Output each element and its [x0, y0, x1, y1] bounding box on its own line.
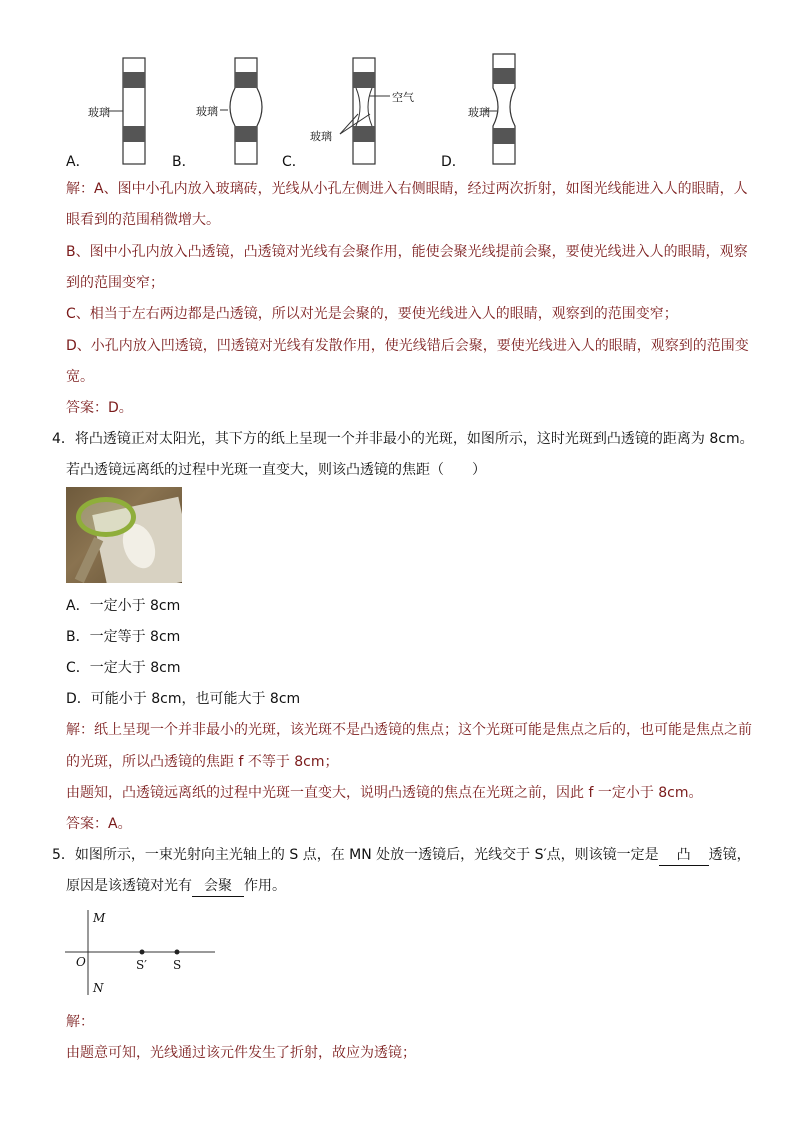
q5-stem-2-post: 作用。	[244, 878, 286, 894]
glass-label-c: 玻璃	[310, 130, 332, 143]
q5-blank-1: 凸	[659, 845, 709, 866]
q5-stem-1	[52, 845, 751, 866]
point-s	[175, 950, 180, 955]
q4-option-b: B．一定等于 8cm	[66, 629, 181, 645]
air-label-c: 空气	[392, 91, 414, 104]
q4-stem-1: 4．将凸透镜正对太阳光，其下方的纸上呈现一个并非最小的光斑，如图所示，这时光斑到凸透镜的距离为 8cm。	[52, 431, 754, 447]
label-o: O	[76, 955, 86, 969]
point-s-prime	[140, 950, 145, 955]
q5-stem-1-post: 透镜，	[708, 847, 751, 863]
q5-blank-2: 会聚	[192, 876, 244, 897]
q4-solution-1: 解：纸上呈现一个并非最小的光斑，该光斑不是凸透镜的焦点；这个光斑可能是焦点之后的，也可能是焦点之前	[66, 722, 752, 738]
label-s: S	[173, 958, 182, 972]
q4-answer: 答案：A。	[66, 816, 132, 832]
label-m: M	[93, 911, 106, 925]
lens-axis-diagram	[60, 905, 230, 1000]
option-label-a: A．	[66, 154, 90, 170]
q5-stem-1-pre: 5．如图所示，一束光射向主光轴上的 S 点，在 MN 处放一透镜后，光线交于 S′点，则该镜一定是	[52, 847, 659, 863]
q5-stem-2	[66, 876, 286, 897]
q3-solution-b-1: B、图中小孔内放入凸透镜，凸透镜对光线有会聚作用，能使会聚光线提前会聚，要使光线进入人的眼睛，观察	[66, 244, 748, 260]
q3-solution-a-2: 眼看到的范围稍微增大。	[66, 212, 220, 228]
q4-stem-2: 若凸透镜远离纸的过程中光斑一直变大，则该凸透镜的焦距（ ）	[66, 462, 486, 478]
option-label-b: B．	[172, 154, 196, 170]
q5-solution-label: 解：	[66, 1014, 94, 1030]
q3-solution-c-1: C、相当于左右两边都是凸透镜，所以对光是会聚的，要使光线进入人的眼睛，观察到的范围变窄；	[66, 306, 678, 322]
glass-label-b: 玻璃	[196, 105, 218, 118]
glass-label-d: 玻璃	[468, 106, 490, 119]
q3-solution-d-2: 宽。	[66, 369, 94, 385]
q3-solution-a-1: 解：A、图中小孔内放入玻璃砖，光线从小孔左侧进入右侧眼睛，经过两次折射，如图光线能进入人的眼睛，人	[66, 181, 748, 197]
q4-solution-2: 的光斑，所以凸透镜的焦距 f 不等于 8cm；	[66, 754, 339, 770]
q3-solution-b-2: 到的范围变窄；	[66, 275, 164, 291]
label-s-prime: S′	[136, 958, 147, 972]
q4-solution-3: 由题知，凸透镜远离纸的过程中光斑一直变大，说明凸透镜的焦点在光斑之前，因此 f 一定小于 8cm。	[66, 785, 703, 801]
figure-b	[220, 58, 262, 164]
q4-option-d: D．可能小于 8cm，也可能大于 8cm	[66, 691, 301, 707]
option-label-c: C．	[282, 154, 306, 170]
label-n: N	[93, 981, 104, 995]
figure-a	[108, 58, 145, 164]
q4-option-c: C．一定大于 8cm	[66, 660, 181, 676]
q4-option-a: A．一定小于 8cm	[66, 598, 181, 614]
q5-solution-1: 由题意可知，光线通过该元件发生了折射，故应为透镜；	[66, 1045, 416, 1061]
option-label-d: D．	[441, 154, 466, 170]
q3-solution-d-1: D、小孔内放入凹透镜，凹透镜对光线有发散作用，使光线错后会聚，要使光线进入人的眼睛，观察到的范围变	[66, 338, 749, 354]
figure-c	[340, 58, 390, 164]
q5-stem-2-pre: 原因是该透镜对光有	[66, 878, 192, 894]
glass-label-a: 玻璃	[88, 106, 110, 119]
magnifier-photo	[66, 487, 182, 583]
q3-answer: 答案：D。	[66, 400, 133, 416]
